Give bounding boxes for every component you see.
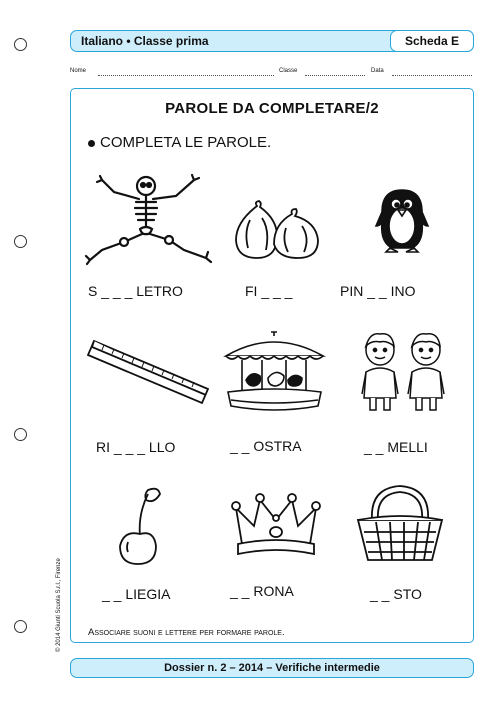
binder-hole-1 <box>14 38 27 51</box>
binder-hole-3 <box>14 428 27 441</box>
crown-picture <box>228 488 324 560</box>
word-basket: _ _ STO <box>370 586 422 602</box>
date-field[interactable] <box>392 68 472 76</box>
binder-hole-4 <box>14 620 27 633</box>
bottom-bar: Dossier n. 2 – 2014 – Verifiche intermedie <box>70 658 474 678</box>
word-twins: _ _ MELLI <box>364 439 428 455</box>
sheet-label: Scheda E <box>390 30 474 52</box>
student-fields <box>70 68 474 80</box>
name-label: Nome <box>70 68 87 74</box>
twins-picture <box>358 328 448 414</box>
name-field[interactable] <box>98 68 274 76</box>
word-skeleton: S _ _ _ LETRO <box>88 283 183 299</box>
date-label: Data <box>371 68 384 74</box>
basket-picture <box>354 482 446 566</box>
binder-hole-2 <box>14 235 27 248</box>
word-penguin: PIN _ _ INO <box>340 283 416 299</box>
figs-picture <box>232 200 322 262</box>
copyright-text: © 2014 Giunti Scuola S.r.l., Firenze <box>56 558 62 652</box>
word-crown: _ _ RONA <box>230 583 294 599</box>
footer-note: Associare suoni e lettere per formare parole. <box>88 627 285 638</box>
penguin-picture <box>372 186 432 254</box>
word-ruler: RI _ _ _ LLO <box>96 439 176 455</box>
class-field[interactable] <box>305 68 365 76</box>
skeleton-picture <box>84 172 214 267</box>
header-bar <box>70 30 474 52</box>
word-figs: FI _ _ _ <box>245 283 293 299</box>
page-title: PAROLE DA COMPLETARE/2 <box>165 100 379 117</box>
word-carousel: _ _ OSTRA <box>230 438 302 454</box>
bullet-icon <box>88 140 95 147</box>
subject-label: Italiano • Classe prima <box>81 34 209 48</box>
ruler-picture <box>84 335 214 410</box>
instruction <box>88 134 271 151</box>
cherry-picture <box>114 484 170 568</box>
carousel-picture <box>222 330 327 415</box>
instruction-text: COMPLETA LE PAROLE. <box>100 134 272 151</box>
class-label: Classe <box>279 68 298 74</box>
word-cherry: _ _ LIEGIA <box>102 586 171 602</box>
